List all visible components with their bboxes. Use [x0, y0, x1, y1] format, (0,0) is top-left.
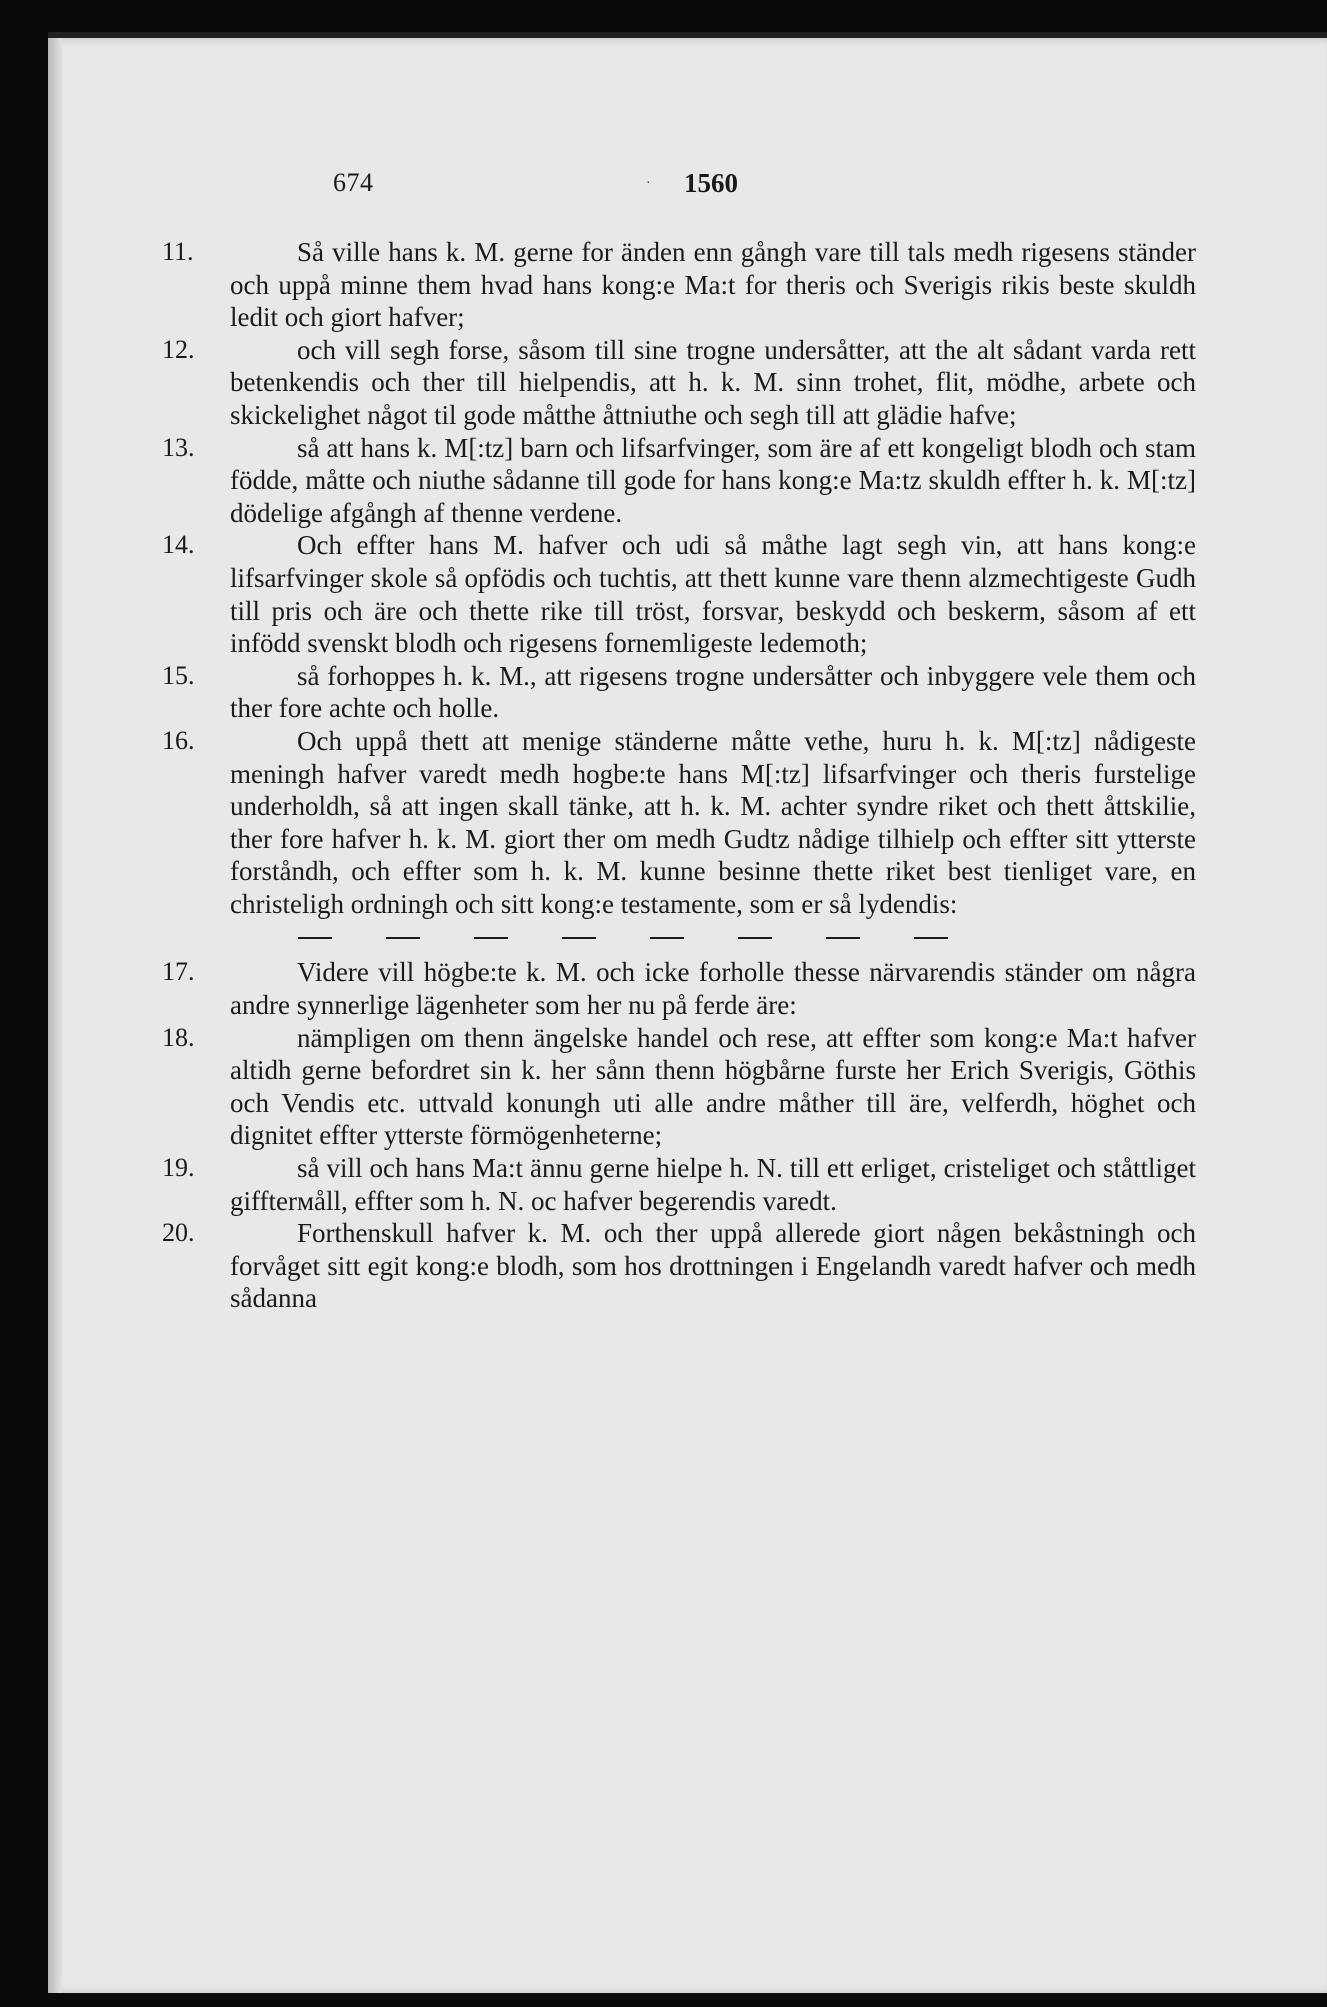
running-header [0, 168, 1327, 208]
paragraph-number: 14. [162, 530, 195, 560]
paragraph-14 [162, 529, 1196, 659]
paragraph-text: Så ville hans k. M. gerne for änden enn gångh vare till tals medh rigesens ständer och uppå minne them hvad hans kong:e Ma:t for theris och Sverigis rikis beste skuldh ledit och giort hafver; [230, 237, 1196, 333]
paragraph-number: 15. [162, 660, 195, 690]
document-body [162, 236, 1196, 1315]
header-year: 1560 [684, 168, 738, 198]
paragraph-number: 17. [162, 957, 195, 987]
dash [298, 937, 332, 939]
paragraph-text: Videre vill högbe:te k. M. och icke forholle thesse närvarendis ständer om några andre synnerlige lägenheter som her nu på ferde äre: [230, 957, 1196, 1021]
paragraph-text: Forthenskull hafver k. M. och ther uppå allerede giort någen bekåstningh och forvåget sitt egit kong:e blodh, som hos drottningen i Engelandh varedt hafver och medh sådanna [230, 1218, 1196, 1314]
paragraph-20 [162, 1217, 1196, 1315]
paragraph-17 [162, 956, 1196, 1021]
page-number: 674 [333, 168, 374, 197]
paragraph-11 [162, 236, 1196, 334]
paragraph-text: Och uppå thett att menige ständerne måtte vethe, huru h. k. M[:tz] nådigeste meningh hafver varedt medh hogbe:te hans M[:tz] lifsarfvinger och theris furstelige underholdh, så att ingen skall tänke, att h. k. M. achter syndre riket och thett åttskilie, ther fore hafver h. k. M. giort ther om medh Gudtz nådige tilhielp och effter sitt ytterste forståndh, och effter som h. k. M. kunne besinne thette riket best tienliget vare, en christeligh ordningh och sitt kong:e testamente, som er så lydendis: [230, 725, 1196, 919]
page-gutter-shadow [48, 38, 62, 1993]
paragraph-19 [162, 1152, 1196, 1217]
omission-dashes [298, 924, 948, 952]
paragraph-number: 11. [162, 237, 194, 266]
paragraph-15 [162, 660, 1196, 725]
dash [738, 937, 772, 939]
dash [474, 937, 508, 939]
paragraph-18 [162, 1022, 1196, 1152]
paragraph-text: nämpligen om thenn ängelske handel och rese, att effter som kong:e Ma:t hafver altidh gerne befordret sin k. her sånn thenn högbårne furste her Erich Sverigis, Göthis och Vendis etc. uttvald konungh uti alle andre måther till äre, velferdh, höghet och dignitet effter ytterste förmögenheterne; [230, 1022, 1196, 1151]
paragraph-13 [162, 432, 1196, 530]
dash [650, 937, 684, 939]
paragraph-number: 13. [162, 432, 195, 462]
paragraph-number: 18. [162, 1022, 195, 1052]
dash [386, 937, 420, 939]
paragraph-number: 12. [162, 334, 195, 364]
dash [562, 937, 596, 939]
paragraph-text: så att hans k. M[:tz] barn och lifsarfvinger, som äre af ett kongeligt blodh och stam födde, måtte och niuthe sådanne till gode for hans kong:e Ma:tz skuldh effter h. k. M[:tz] dödelige afgångh af thenne verdene. [230, 432, 1196, 528]
paragraph-number: 16. [162, 725, 195, 755]
paragraph-text: så forhoppes h. k. M., att rigesens trogne undersåtter och inbyggere vele them och ther fore achte och holle. [230, 660, 1196, 724]
paragraph-number: 20. [162, 1218, 195, 1248]
dash [914, 937, 948, 939]
dash [826, 937, 860, 939]
paragraph-number: 19. [162, 1153, 195, 1183]
paragraph-text: och vill segh forse, såsom till sine trogne undersåtter, att the alt sådant varda rett betenkendis och ther till hielpendis, att h. k. M. sinn trohet, flit, mödhe, arbete och skickelighet något til gode måtthe åttniuthe och segh till att glädie hafve; [230, 334, 1196, 430]
header-dot: · [646, 176, 651, 191]
paragraph-12 [162, 334, 1196, 432]
paragraph-text: Och effter hans M. hafver och udi så måthe lagt segh vin, att hans kong:e lifsarfvinger skole så opfödis och tuchtis, att thett kunne vare thenn alzmechtigeste Gudh till pris och äre och thette rike till tröst, forsvar, beskydd och beskerm, såsom af ett infödd svenskt blodh och rigesens fornemligeste ledemoth; [230, 530, 1196, 659]
paragraph-16 [162, 725, 1196, 921]
paragraph-text: så vill och hans Ma:t ännu gerne hielpe h. N. till ett erliget, cristeliget och ståttliget giffterмåll, effter som h. N. oc hafver begerendis varedt. [230, 1153, 1196, 1216]
